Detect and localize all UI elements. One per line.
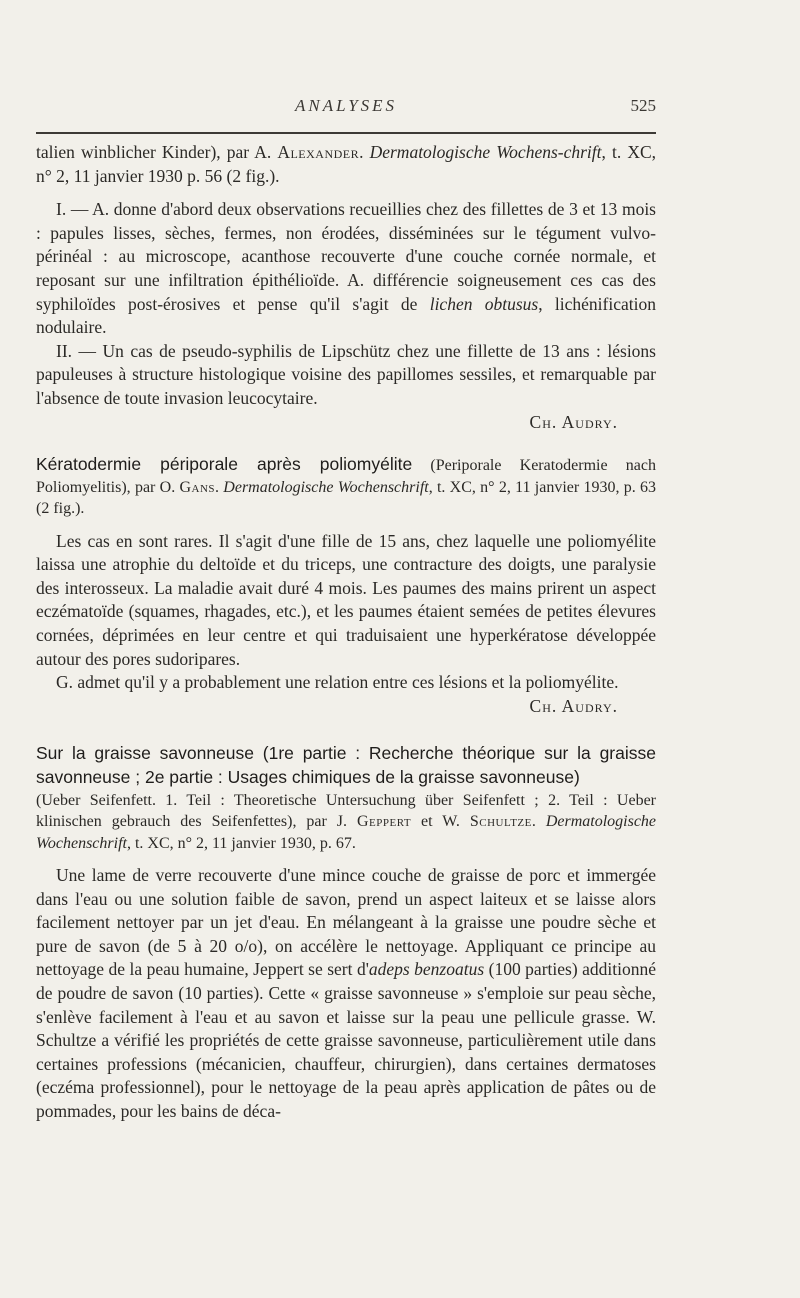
author-name: Schultze [469, 813, 532, 831]
page-number: 525 [630, 96, 656, 115]
journal-name: Dermatologische Wochens-chrift [369, 142, 602, 162]
article2-paragraph-1: Une lame de verre recouverte d'une mince couche de graisse de porc et immergée dans l'eau ou une solution faible de savon, prend un aspect laiteux et se laisse alors facilement nettoyer par un jet d'eau. En mélangeant à la graisse une poudre sèche et pure de savon (de 5 à 20 o/o), on accélère le nettoyage. Appliquant ce principe au nettoyage de la peau humaine, Jeppert se sert d'adeps benzoatus (100 parties) additionné de poudre de savon (10 parties). Cette « graisse savonneuse » s'emploie sur peau sèche, s'enlève facilement à l'eau et au savon et laisse sur la peau une pellicule grasse. W. Schultze a vérifié les propriétés de cette graisse savonneuse, particulièrement utile dans certaines professions (mécanicien, chauffeur, chirurgien), dans certaines dermatoses (eczéma professionnel), pour le nettoyage de la peau après application de pâtes ou de pommades, pour les bains de déca- [36, 865, 656, 1121]
author-name: Alexander [277, 142, 360, 162]
article0-signature: Ch. Audry. [529, 411, 618, 432]
article1-paragraph-1: Les cas en sont rares. Il s'agit d'une fille de 15 ans, chez laquelle une poliomyélite laissa une atrophie du deltoïde et du triceps, une contracture des doigts, une paralysie des interosseux. La maladie avait duré 4 mois. Les paumes des mains prirent un aspect eczématoïde (squames, rhagades, etc.), et les paumes étaient semées de petites élevures cornées, déprimées en leur centre et qui traduisaient une hyperkératose développée autour des pores sudoripares. [36, 530, 656, 669]
journal-name: Dermatologische Wochenschrift [36, 813, 657, 852]
author-name: Geppert [356, 813, 412, 831]
article1-title: Kératodermie périporale après poliomyélite [36, 454, 413, 475]
article2-title: Sur la graisse savonneuse (1re partie : Recherche théorique sur la graisse savonneuse ; 2e partie : Usages chimiques de la graisse savonneuse) [36, 743, 656, 787]
article0-paragraph-2: II. — Un cas de pseudo-syphilis de Lipschütz chez une fillette de 13 ans : lésions papuleuses à structure histologique voisine des papillomes sessiles, et remarquable par l'absence de toute invasion leucocytaire. [36, 340, 656, 408]
article0-paragraph-1: I. — A. donne d'abord deux observations recueillies chez des fillettes de 3 et 13 mois : papules lisses, sèches, fermes, non érodées, disséminées sur le tégument vulvo-périnéal : au microscope, acanthose recouverte d'une couche cornée normale, et reposant sur une infiltration épithélioïde. A. différencie soigneusement ces cas des syphiloïdes post-érosives et pense qu'il s'agit de lichen obtusus, lichénification nodulaire. [36, 199, 656, 338]
page-content [36, 141, 656, 1124]
article2-reference: (Ueber Seifenfett. 1. Teil : Theoretische Untersuchung über Seifenfett ; 2. Teil : Ueber klinischen gebrauch des Seifenfettes), par J. Geppert et W. Schultze. Dermatologische Wochenschrift, t. XC, n° 2, 11 janvier 1930, p. 67. [36, 791, 657, 852]
header-rule [36, 132, 656, 134]
journal-name: Dermatologische Wochenschrift [223, 478, 429, 496]
article1-paragraph-2: G. admet qu'il y a probablement une relation entre ces lésions et la poliomyélite. [56, 672, 619, 693]
author-name: Gans [179, 478, 216, 496]
article1-heading: Kératodermie périporale après poliomyélite (Periporale Keratodermie nach Poliomyelitis), par O. Gans. Dermatologische Wochenschrift, t. XC, n° 2, 11 janvier 1930, p. 63 (2 fig.). [36, 454, 656, 518]
running-head: ANALYSES [294, 96, 398, 115]
article0-reference: talien winblicher Kinder), par A. Alexander. Dermatologische Wochens-chrift, t. XC, n° 2, 11 janvier 1930 p. 56 (2 fig.). [36, 142, 656, 186]
article1-signature: Ch. Audry. [529, 695, 618, 716]
page-header [36, 96, 656, 120]
